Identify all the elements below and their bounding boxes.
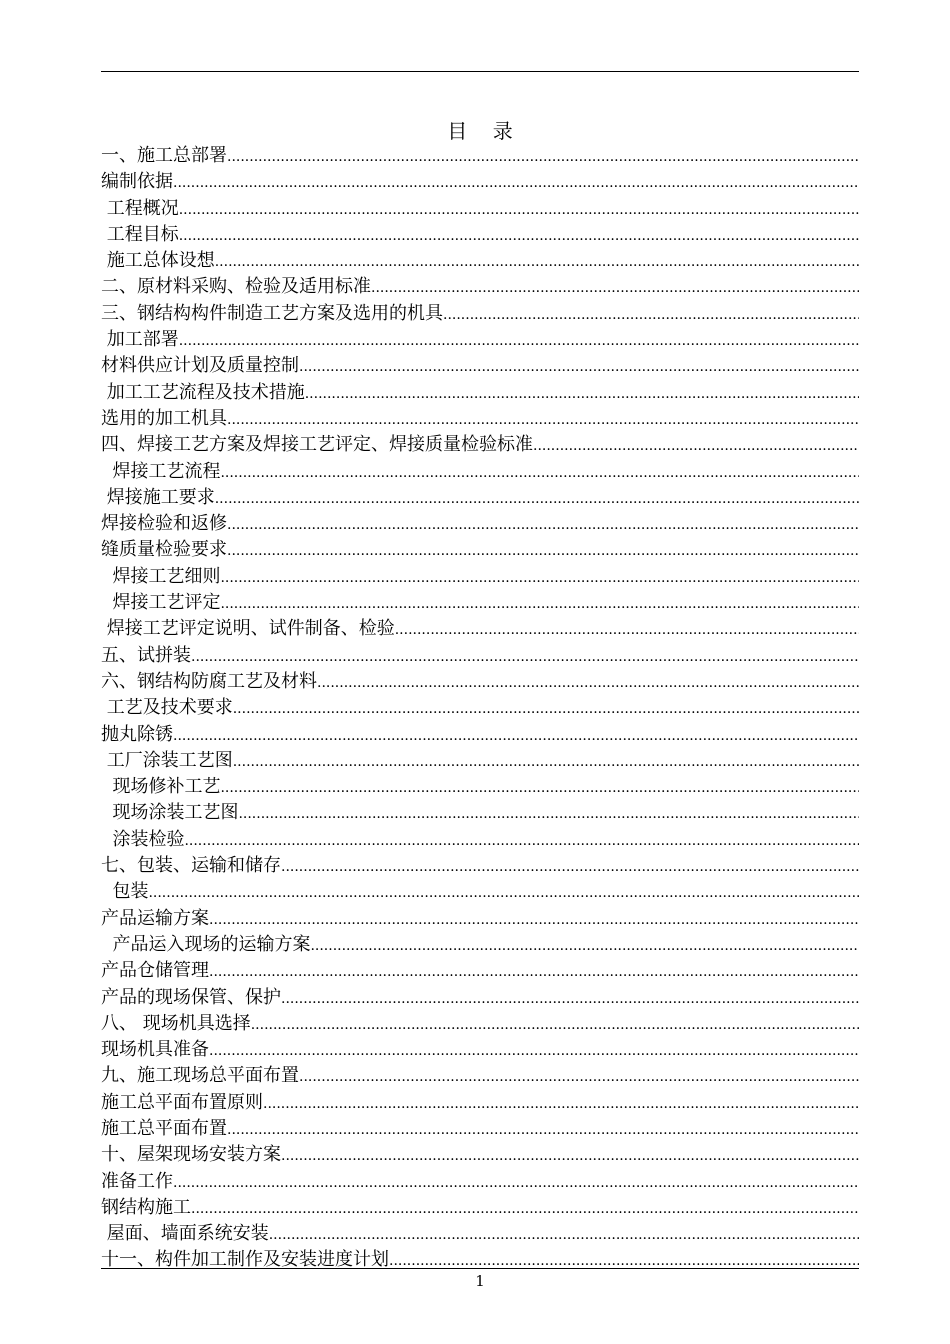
toc-entry-label: 准备工作 bbox=[101, 1170, 173, 1192]
toc-leader-dots bbox=[220, 775, 859, 800]
toc-leader-dots bbox=[191, 1196, 859, 1221]
toc-entry-label: 焊接工艺评定 bbox=[101, 592, 221, 614]
toc-entry-label: 焊接检验和返修 bbox=[101, 513, 227, 535]
toc-entry[interactable] bbox=[101, 380, 859, 406]
toc-entry[interactable] bbox=[101, 485, 859, 511]
toc-entry-label: 产品运入现场的运输方案 bbox=[101, 933, 311, 955]
toc-leader-dots bbox=[389, 1248, 859, 1273]
toc-entry-label: 八、 现场机具选择 bbox=[101, 1012, 251, 1034]
table-of-contents bbox=[101, 143, 859, 1274]
toc-entry-label: 一、施工总部署 bbox=[101, 145, 227, 166]
toc-leader-dots bbox=[281, 854, 859, 879]
toc-entry[interactable] bbox=[101, 1063, 859, 1089]
toc-entry[interactable] bbox=[101, 432, 859, 458]
toc-entry[interactable] bbox=[101, 748, 859, 774]
toc-entry[interactable] bbox=[101, 301, 859, 327]
toc-entry[interactable] bbox=[101, 958, 859, 984]
toc-leader-dots bbox=[173, 723, 859, 748]
toc-entry[interactable] bbox=[101, 406, 859, 432]
toc-entry-label: 九、施工现场总平面布置 bbox=[101, 1065, 299, 1087]
toc-entry[interactable] bbox=[101, 222, 859, 248]
toc-leader-dots bbox=[251, 1012, 859, 1037]
toc-leader-dots bbox=[179, 328, 859, 353]
toc-entry-label: 工艺及技术要求 bbox=[101, 697, 233, 719]
toc-leader-dots bbox=[443, 302, 859, 327]
toc-leader-dots bbox=[191, 644, 859, 669]
toc-leader-dots bbox=[281, 986, 859, 1011]
toc-entry-label: 二、原材料采购、检验及适用标准 bbox=[101, 276, 371, 298]
toc-leader-dots bbox=[269, 1222, 859, 1247]
toc-entry[interactable] bbox=[101, 643, 859, 669]
toc-leader-dots bbox=[299, 1064, 859, 1089]
toc-leader-dots bbox=[533, 433, 859, 458]
toc-entry[interactable] bbox=[101, 669, 859, 695]
toc-leader-dots bbox=[227, 538, 859, 563]
toc-entry[interactable] bbox=[101, 879, 859, 905]
toc-entry-label: 七、包装、运输和储存 bbox=[101, 855, 281, 877]
toc-entry-label: 加工部署 bbox=[101, 329, 179, 351]
toc-entry-label: 包装 bbox=[101, 881, 149, 903]
toc-entry[interactable] bbox=[101, 1116, 859, 1142]
toc-entry-label: 产品运输方案 bbox=[101, 907, 209, 929]
toc-entry-label: 三、钢结构构件制造工艺方案及选用的机具 bbox=[101, 302, 443, 324]
toc-leader-dots bbox=[227, 512, 859, 537]
toc-entry-label: 焊接施工要求 bbox=[101, 486, 215, 508]
toc-entry-label: 十一、构件加工制作及安装进度计划 bbox=[101, 1249, 389, 1271]
toc-title-text: 目 录 bbox=[447, 119, 513, 143]
toc-entry[interactable] bbox=[101, 274, 859, 300]
toc-entry[interactable] bbox=[101, 1011, 859, 1037]
toc-entry[interactable] bbox=[101, 906, 859, 932]
toc-leader-dots bbox=[209, 907, 859, 932]
toc-entry-label: 涂装检验 bbox=[101, 828, 185, 850]
toc-entry[interactable] bbox=[101, 564, 859, 590]
toc-entry-label: 现场机具准备 bbox=[101, 1039, 209, 1061]
toc-entry-label: 现场修补工艺 bbox=[101, 776, 221, 798]
toc-leader-dots bbox=[299, 354, 859, 379]
toc-leader-dots bbox=[263, 1091, 859, 1116]
toc-entry[interactable] bbox=[101, 1247, 859, 1273]
toc-leader-dots bbox=[148, 880, 859, 905]
toc-entry-label: 焊接工艺细则 bbox=[101, 565, 221, 587]
toc-entry[interactable] bbox=[101, 327, 859, 353]
toc-leader-dots bbox=[227, 144, 859, 169]
header-rule bbox=[101, 71, 859, 72]
toc-leader-dots bbox=[173, 170, 859, 195]
toc-leader-dots bbox=[227, 1117, 859, 1142]
toc-leader-dots bbox=[305, 381, 859, 406]
toc-entry-label: 工程目标 bbox=[101, 223, 179, 245]
toc-entry[interactable] bbox=[101, 537, 859, 563]
toc-entry-label: 加工工艺流程及技术措施 bbox=[101, 381, 305, 403]
toc-entry-label: 施工总平面布置 bbox=[101, 1117, 227, 1139]
toc-leader-dots bbox=[310, 933, 859, 958]
toc-entry[interactable] bbox=[101, 1221, 859, 1247]
toc-entry-label: 钢结构施工 bbox=[101, 1196, 191, 1218]
toc-entry-label: 十、屋架现场安装方案 bbox=[101, 1144, 281, 1166]
toc-leader-dots bbox=[220, 591, 859, 616]
toc-entry[interactable] bbox=[101, 827, 859, 853]
toc-leader-dots bbox=[209, 959, 859, 984]
toc-entry[interactable] bbox=[101, 196, 859, 222]
toc-entry[interactable] bbox=[101, 800, 859, 826]
toc-leader-dots bbox=[215, 486, 859, 511]
toc-entry[interactable] bbox=[101, 853, 859, 879]
toc-entry[interactable] bbox=[101, 932, 859, 958]
toc-leader-dots bbox=[317, 670, 859, 695]
toc-entry-label: 抛丸除锈 bbox=[101, 723, 173, 745]
footer-rule bbox=[101, 1268, 859, 1269]
toc-entry[interactable] bbox=[101, 1090, 859, 1116]
toc-entry-label: 五、试拼装 bbox=[101, 644, 191, 666]
toc-entry[interactable] bbox=[101, 695, 859, 721]
toc-entry[interactable] bbox=[101, 985, 859, 1011]
toc-leader-dots bbox=[233, 696, 859, 721]
toc-leader-dots bbox=[233, 749, 859, 774]
toc-leader-dots bbox=[209, 1038, 859, 1063]
toc-entry-label: 施工总平面布置原则 bbox=[101, 1091, 263, 1113]
toc-leader-dots bbox=[179, 197, 859, 222]
toc-entry[interactable] bbox=[101, 1195, 859, 1221]
toc-entry[interactable] bbox=[101, 774, 859, 800]
toc-entry-label: 材料供应计划及质量控制 bbox=[101, 355, 299, 377]
toc-entry-label: 焊接工艺流程 bbox=[101, 460, 221, 482]
toc-leader-dots bbox=[220, 565, 859, 590]
toc-entry[interactable] bbox=[101, 459, 859, 485]
toc-entry-label: 工厂涂装工艺图 bbox=[101, 749, 233, 771]
toc-leader-dots bbox=[179, 223, 859, 248]
toc-entry-label: 施工总体设想 bbox=[101, 250, 215, 272]
toc-entry[interactable] bbox=[101, 511, 859, 537]
page-number: 1 bbox=[475, 1272, 485, 1290]
toc-entry[interactable] bbox=[101, 143, 859, 169]
toc-entry[interactable] bbox=[101, 616, 859, 642]
toc-entry-label: 产品仓储管理 bbox=[101, 960, 209, 982]
toc-leader-dots bbox=[227, 407, 859, 432]
toc-leader-dots bbox=[238, 801, 859, 826]
toc-entry[interactable] bbox=[101, 353, 859, 379]
toc-entry-label: 现场涂装工艺图 bbox=[101, 802, 239, 824]
toc-leader-dots bbox=[220, 460, 859, 485]
toc-entry-label: 焊接工艺评定说明、试件制备、检验 bbox=[101, 618, 395, 640]
toc-entry-label: 编制依据 bbox=[101, 171, 173, 193]
toc-entry-label: 工程概况 bbox=[101, 197, 179, 219]
toc-entry[interactable] bbox=[101, 248, 859, 274]
toc-entry-label: 四、焊接工艺方案及焊接工艺评定、焊接质量检验标准 bbox=[101, 434, 533, 456]
toc-leader-dots bbox=[173, 1170, 859, 1195]
toc-entry[interactable] bbox=[101, 169, 859, 195]
toc-entry[interactable] bbox=[101, 722, 859, 748]
toc-entry-label: 六、钢结构防腐工艺及材料 bbox=[101, 670, 317, 692]
toc-entry[interactable] bbox=[101, 590, 859, 616]
toc-entry[interactable] bbox=[101, 1169, 859, 1195]
toc-leader-dots bbox=[371, 275, 859, 300]
toc-leader-dots bbox=[281, 1143, 859, 1168]
toc-leader-dots bbox=[215, 249, 859, 274]
toc-entry-label: 选用的加工机具 bbox=[101, 407, 227, 429]
toc-entry[interactable] bbox=[101, 1142, 859, 1168]
toc-entry[interactable] bbox=[101, 1037, 859, 1063]
toc-leader-dots bbox=[184, 828, 859, 853]
toc-leader-dots bbox=[395, 617, 859, 642]
toc-entry-label: 屋面、墙面系统安装 bbox=[101, 1223, 269, 1245]
toc-title bbox=[101, 117, 859, 145]
toc-entry-label: 缝质量检验要求 bbox=[101, 539, 227, 561]
toc-entry-label: 产品的现场保管、保护 bbox=[101, 986, 281, 1008]
